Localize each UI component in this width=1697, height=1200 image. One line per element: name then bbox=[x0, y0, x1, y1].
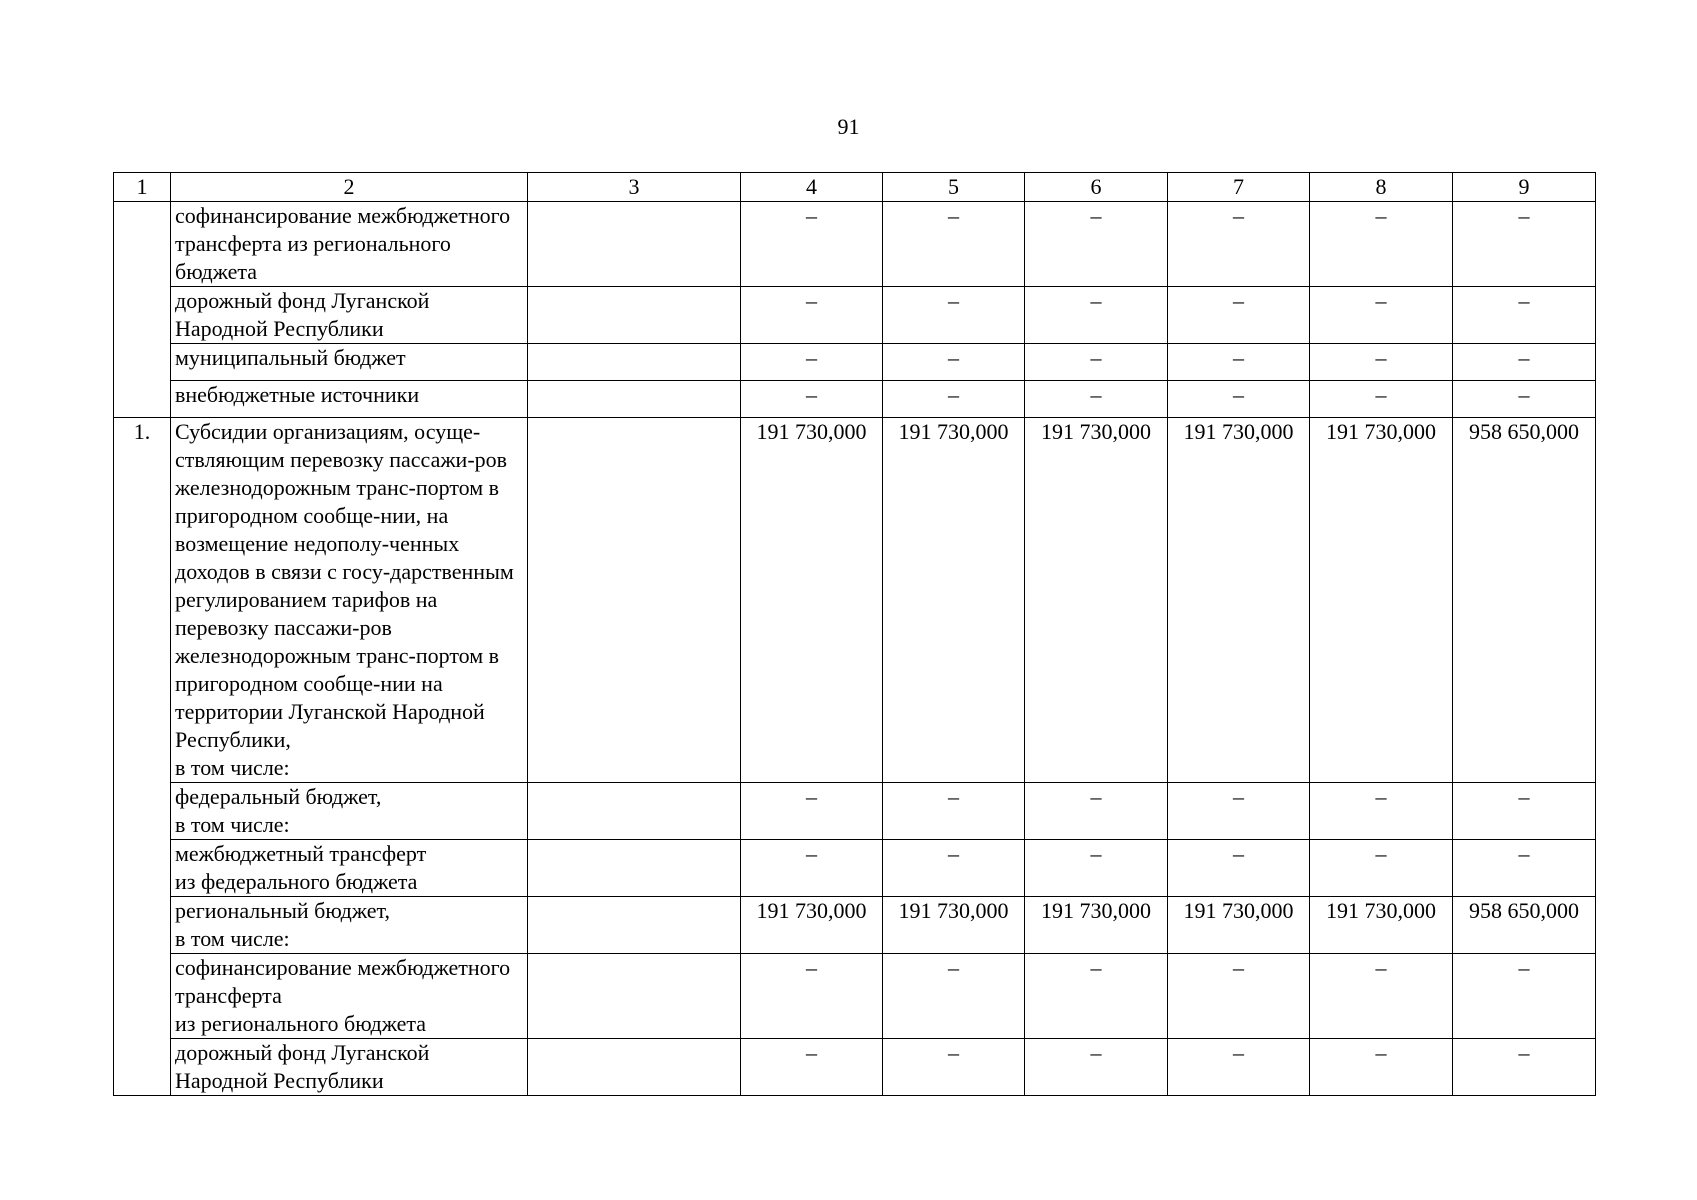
budget-table bbox=[113, 172, 1596, 1096]
row-label: внебюджетные источники bbox=[171, 381, 528, 418]
value-cell: 191 730,000 bbox=[741, 418, 883, 783]
row-label bbox=[171, 954, 528, 1039]
header-row bbox=[114, 173, 1596, 202]
value-cell: 191 730,000 bbox=[883, 897, 1025, 954]
value-cell: – bbox=[1168, 287, 1310, 344]
value-cell: – bbox=[1168, 840, 1310, 897]
value-cell: – bbox=[741, 954, 883, 1039]
value-cell: – bbox=[1168, 344, 1310, 381]
value-cell: 191 730,000 bbox=[1310, 418, 1453, 783]
row-label-text: софинансирование межбюджетного трансферта bbox=[175, 955, 511, 1008]
row-label-suffix: в том числе: bbox=[175, 812, 290, 837]
value-cell: – bbox=[1310, 783, 1453, 840]
value-cell: – bbox=[1025, 1039, 1168, 1096]
value-cell: – bbox=[1168, 783, 1310, 840]
value-cell: – bbox=[883, 202, 1025, 287]
value-cell: – bbox=[1025, 954, 1168, 1039]
table-row bbox=[114, 954, 1596, 1039]
value-cell: – bbox=[883, 840, 1025, 897]
table-row bbox=[114, 783, 1596, 840]
table-row bbox=[114, 344, 1596, 381]
row-label: муниципальный бюджет bbox=[171, 344, 528, 381]
column-header-1: 1 bbox=[114, 173, 171, 202]
value-cell: – bbox=[1168, 202, 1310, 287]
column-header-4: 4 bbox=[741, 173, 883, 202]
value-cell: 958 650,000 bbox=[1453, 897, 1596, 954]
column-header-7: 7 bbox=[1168, 173, 1310, 202]
row-label-suffix: в том числе: bbox=[175, 926, 290, 951]
value-cell: 191 730,000 bbox=[1168, 418, 1310, 783]
value-cell: 191 730,000 bbox=[1025, 418, 1168, 783]
row-label bbox=[171, 840, 528, 897]
value-cell: – bbox=[1453, 381, 1596, 418]
value-cell: – bbox=[1310, 1039, 1453, 1096]
row-label bbox=[171, 783, 528, 840]
value-cell: – bbox=[1310, 381, 1453, 418]
value-cell: – bbox=[741, 1039, 883, 1096]
value-cell: 191 730,000 bbox=[1025, 897, 1168, 954]
empty-cell bbox=[528, 381, 741, 418]
column-header-5: 5 bbox=[883, 173, 1025, 202]
table-row bbox=[114, 202, 1596, 287]
empty-cell bbox=[528, 344, 741, 381]
value-cell: – bbox=[1310, 202, 1453, 287]
empty-cell bbox=[528, 783, 741, 840]
value-cell: – bbox=[883, 783, 1025, 840]
row-title-suffix: в том числе: bbox=[175, 755, 290, 780]
value-cell: – bbox=[1453, 954, 1596, 1039]
value-cell: – bbox=[1453, 783, 1596, 840]
value-cell: 191 730,000 bbox=[883, 418, 1025, 783]
table-row bbox=[114, 381, 1596, 418]
value-cell: – bbox=[883, 287, 1025, 344]
value-cell: – bbox=[1168, 381, 1310, 418]
table-row bbox=[114, 287, 1596, 344]
row-label-suffix: из федерального бюджета bbox=[175, 869, 418, 894]
page-number: 91 bbox=[837, 114, 860, 139]
table-row bbox=[114, 1039, 1596, 1096]
row-label bbox=[171, 897, 528, 954]
value-cell: 958 650,000 bbox=[1453, 418, 1596, 783]
value-cell: 191 730,000 bbox=[1310, 897, 1453, 954]
row-label-text: межбюджетный трансферт bbox=[175, 841, 427, 866]
value-cell: – bbox=[1453, 287, 1596, 344]
value-cell: – bbox=[741, 202, 883, 287]
value-cell: – bbox=[1453, 344, 1596, 381]
row-label bbox=[171, 1039, 528, 1096]
value-cell: 191 730,000 bbox=[1168, 897, 1310, 954]
value-cell: – bbox=[1025, 783, 1168, 840]
column-header-8: 8 bbox=[1310, 173, 1453, 202]
value-cell: – bbox=[1168, 954, 1310, 1039]
empty-cell bbox=[528, 954, 741, 1039]
value-cell: – bbox=[741, 344, 883, 381]
row-label-text: федеральный бюджет, bbox=[175, 784, 382, 809]
row-title-text: Субсидии организациям, осуще-ствляющим перевозку пассажи-ров железнодорожным транс-портом в пригородном сообще-нии, на возмещение недополу-ченных доходов в связи с госу-дарственным регулированием тарифов на перевозку пассажи-ров железнодорожным транс-портом в пригородном сообще-нии на территории Луганской Народной Республики, bbox=[175, 419, 514, 752]
value-cell: – bbox=[883, 954, 1025, 1039]
empty-cell bbox=[528, 897, 741, 954]
value-cell: – bbox=[1453, 1039, 1596, 1096]
value-cell: – bbox=[1025, 381, 1168, 418]
value-cell: – bbox=[1310, 344, 1453, 381]
row-label-text: региональный бюджет, bbox=[175, 898, 390, 923]
value-cell: – bbox=[883, 381, 1025, 418]
row-label-text: дорожный фонд Луганской bbox=[175, 1040, 430, 1065]
value-cell: – bbox=[1025, 840, 1168, 897]
value-cell: – bbox=[1025, 287, 1168, 344]
value-cell: – bbox=[883, 344, 1025, 381]
empty-cell bbox=[528, 202, 741, 287]
empty-cell bbox=[528, 1039, 741, 1096]
value-cell: – bbox=[741, 287, 883, 344]
value-cell: – bbox=[883, 1039, 1025, 1096]
value-cell: – bbox=[1453, 840, 1596, 897]
row-index: 1. bbox=[114, 418, 171, 1096]
value-cell: – bbox=[1453, 202, 1596, 287]
value-cell: – bbox=[741, 783, 883, 840]
value-cell: – bbox=[1310, 840, 1453, 897]
column-header-6: 6 bbox=[1025, 173, 1168, 202]
value-cell: – bbox=[1168, 1039, 1310, 1096]
value-cell: – bbox=[1025, 202, 1168, 287]
row-index-cell bbox=[114, 202, 171, 418]
row-label-suffix: из регионального бюджета bbox=[175, 1011, 427, 1036]
value-cell: – bbox=[741, 381, 883, 418]
value-cell: – bbox=[1025, 344, 1168, 381]
empty-cell bbox=[528, 418, 741, 783]
table-row bbox=[114, 840, 1596, 897]
value-cell: – bbox=[1310, 287, 1453, 344]
value-cell: – bbox=[741, 840, 883, 897]
empty-cell bbox=[528, 840, 741, 897]
column-header-9: 9 bbox=[1453, 173, 1596, 202]
column-header-2: 2 bbox=[171, 173, 528, 202]
row-title bbox=[171, 418, 528, 783]
value-cell: – bbox=[1310, 954, 1453, 1039]
row-label: софинансирование межбюджетного трансферта из регионального бюджета bbox=[171, 202, 528, 287]
empty-cell bbox=[528, 287, 741, 344]
row-label-suffix: Народной Республики bbox=[175, 1068, 384, 1093]
table-row bbox=[114, 418, 1596, 783]
table-row bbox=[114, 897, 1596, 954]
column-header-3: 3 bbox=[528, 173, 741, 202]
row-label: дорожный фонд Луганской Народной Республики bbox=[171, 287, 528, 344]
value-cell: 191 730,000 bbox=[741, 897, 883, 954]
